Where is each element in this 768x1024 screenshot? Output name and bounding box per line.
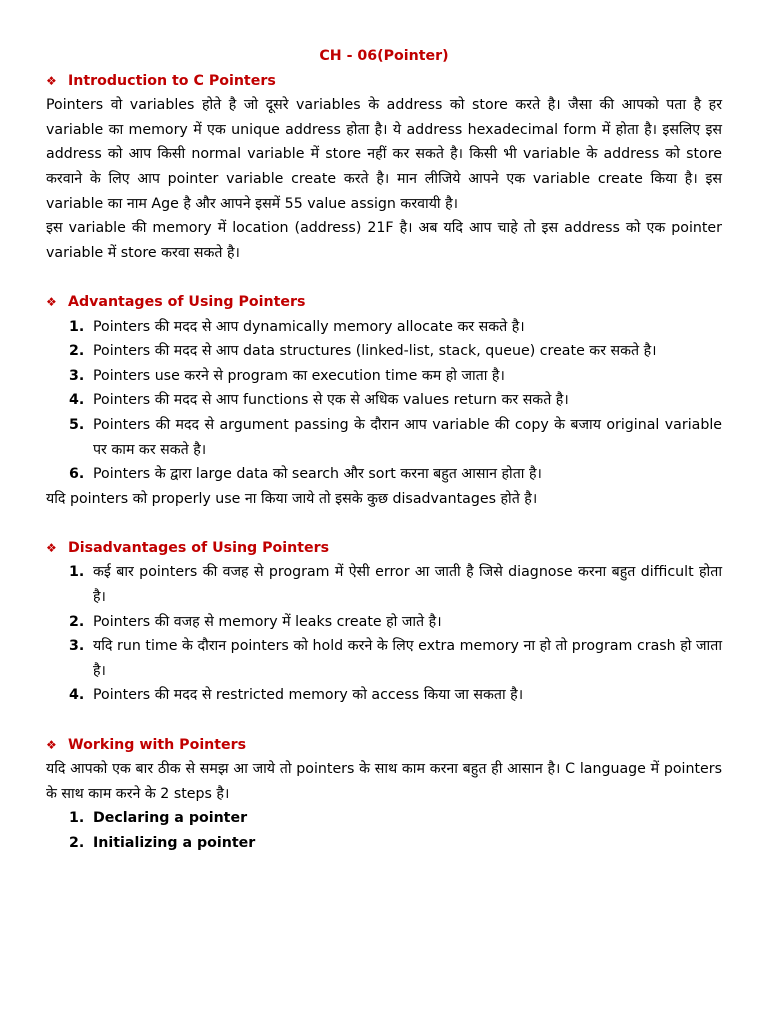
list-item: 4. Pointers की मदद से restricted memory को access किया जा सकता है।: [69, 687, 524, 704]
diamond-bullet-icon: ❖: [46, 73, 57, 88]
list-item: 1. कई बार pointers की वजह से program में ऐसी error आ जाती है जिसे diagnose करना बहुत difficult होता है।: [69, 564, 722, 606]
list-item: 5. Pointers की मदद से argument passing के दौरान आप variable की copy के बजाय original variable पर काम कर सकते है।: [69, 416, 722, 458]
chapter-title: CH - 06(Pointer): [319, 48, 449, 64]
intro-paragraph-1: Pointers वो variables होते है जो दूसरे variables के address को store करते है। जैसा की आपको पता है हर variable का memory में एक unique address होता है। ये address hexadecimal form में होता है। इसलिए इस address को आप किसी normal variable में store नहीं कर सकते है। किसी भी variable के address को store करवाने के लिए आप pointer variable create करते है। मान लीजिये आपने एक variable create किया है। इस variable का नाम Age है और आपने इसमें 55 value assign करवायी है।: [46, 97, 722, 212]
list-item: 3. यदि run time के दौरान pointers को hold करने के लिए extra memory ना हो तो program crash हो जाता है।: [69, 638, 722, 679]
spacer: [46, 511, 722, 536]
list-item: 1. Pointers की मदद से आप dynamically memory allocate कर सकते है।: [69, 318, 525, 335]
list-item: 4. Pointers की मदद से आप functions से एक से अधिक values return कर सकते है।: [69, 392, 569, 409]
section-heading-advantages: [46, 290, 722, 315]
list-item: 2. Pointers की मदद से आप data structures (linked-list, stack, queue) create कर सकते है।: [69, 343, 657, 360]
list-item: 2. Initializing a pointer: [69, 835, 256, 851]
spacer: [46, 708, 722, 733]
section-heading-text: Working with Pointers: [68, 736, 247, 753]
section-heading-working: [46, 733, 722, 758]
working-steps-list: [46, 806, 722, 855]
list-item: 2. Pointers की वजह से memory में leaks create हो जाते है।: [69, 613, 442, 630]
advantages-list: [46, 315, 722, 487]
section-heading-text: Introduction to C Pointers: [68, 72, 276, 89]
section-heading-text: Disadvantages of Using Pointers: [68, 539, 330, 556]
diamond-bullet-icon: ❖: [46, 737, 57, 752]
advantages-footer: यदि pointers को properly use ना किया जाये तो इसके कुछ disadvantages होते है।: [46, 490, 538, 507]
intro-paragraph-2: इस variable की memory में location (address) 21F है। अब यदि आप चाहे तो इस address को एक pointer variable में store करवा सकते है।: [46, 220, 722, 261]
list-item: 3. Pointers use करने से program का execution time कम हो जाता है।: [69, 367, 505, 384]
working-paragraph: यदि आपको एक बार ठीक से समझ आ जाये तो pointers के साथ काम करना बहुत ही आसान है। C language में pointers के साथ काम करने के 2 steps है।: [46, 761, 722, 802]
disadvantages-list: [46, 560, 722, 708]
spacer: [46, 265, 722, 290]
list-item: 1. Declaring a pointer: [69, 810, 248, 827]
section-heading-introduction: [46, 69, 722, 94]
list-item: 6. Pointers के द्वारा large data को search और sort करना बहुत आसान होता है।: [69, 466, 542, 483]
section-heading-disadvantages: [46, 536, 722, 561]
diamond-bullet-icon: ❖: [46, 540, 57, 555]
diamond-bullet-icon: ❖: [46, 294, 57, 309]
section-heading-text: Advantages of Using Pointers: [68, 293, 306, 310]
